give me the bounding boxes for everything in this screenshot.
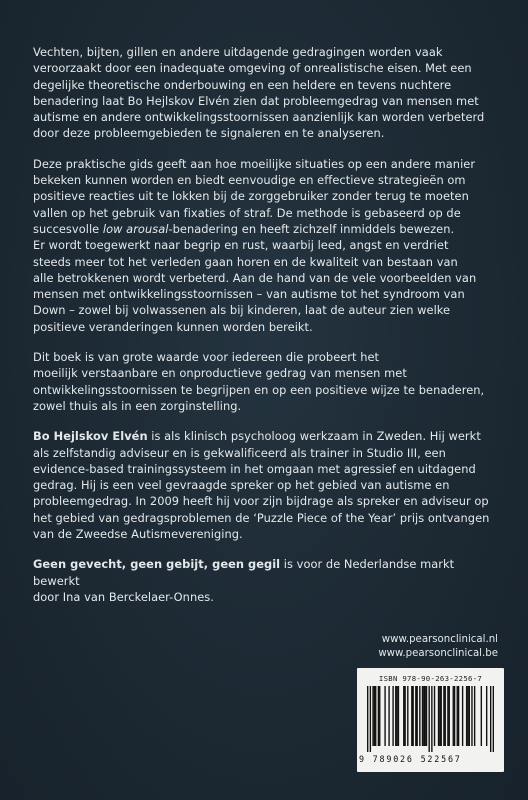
text-segment: benadering laat Bo Hejlskov Elvén zien dat probleemgedrag van mensen met [33, 93, 479, 108]
paragraph-3 [33, 349, 503, 414]
text-segment: Er wordt toegewerkt naar begrip en rust, waarbij leed, angst en verdriet [33, 238, 449, 253]
text-segment: positieve veranderingen kunnen worden bereikt. [33, 319, 313, 334]
text-segment: door Ina van Berckelaer-Onnes. [33, 589, 214, 604]
text-segment: gedrag. Hij is een veel gevraagde spreker op het gebied van autisme en [33, 478, 450, 493]
barcode-icon [367, 686, 494, 752]
text-segment: vallen op het gebruik van fixaties of straf. De methode is gebaseerd op de [33, 205, 461, 220]
text-segment: Vechten, bijten, gillen en andere uitdagende gedragingen worden vaak [33, 45, 443, 59]
barcode-digits: 9 789026 522567 [359, 754, 462, 764]
text-segment: degelijke theoretische onderbouwing en een heldere en tevens nuchtere [33, 77, 452, 92]
text-segment: alle betrokkenen wordt verbeterd. Aan de hand van de vele voorbeelden van [33, 270, 477, 285]
paragraph-5 [33, 556, 503, 605]
isbn-label: ISBN 978-90-263-2256-7 [378, 674, 483, 683]
text-segment: Bo Hejlskov Elvén [33, 429, 148, 444]
text-segment: zowel thuis als in een zorginstelling. [33, 398, 242, 413]
text-segment: Deze praktische gids geeft aan hoe moeilijke situaties op een andere manier [33, 156, 476, 171]
text-segment: succesvolle [33, 221, 103, 236]
publisher-urls [378, 633, 498, 661]
text-segment: bekeken kunnen worden en biedt eenvoudige en effectieve strategieën om [33, 173, 466, 188]
url-be[interactable]: www.pearsonclinical.be [378, 648, 498, 659]
paragraph-1 [33, 44, 503, 142]
text-segment: mensen met ontwikkelingsstoornissen – van autisme tot het syndroom van [33, 287, 465, 302]
paragraph-2 [33, 156, 503, 335]
text-segment: is voor de Nederlandse markt bewerkt [33, 557, 455, 588]
text-segment: ontwikkelingsstoornissen te begrijpen en op een positieve wijze te benaderen, [33, 382, 485, 397]
barcode-area [357, 668, 504, 772]
text-segment: door deze probleemgebieden te signaleren en te analyseren. [33, 126, 385, 141]
text-segment: Down – zowel bij volwassenen als bij kinderen, laat de auteur zien welke [33, 303, 451, 318]
text-segment: als zelfstandig adviseur en is gekwalificeerd als trainer in Studio III, een [33, 445, 446, 460]
text-segment: probleemgedrag. In 2009 heeft hij voor zijn bijdrage als spreker en adviseur op [33, 494, 489, 509]
text-segment: is als klinisch psycholoog werkzaam in Zweden. Hij werkt [147, 429, 481, 444]
text-segment: -benadering en heeft zichzelf inmiddels bewezen. [168, 221, 455, 236]
text-segment: van de Zweedse Autismevereniging. [33, 527, 243, 542]
back-cover-text [33, 44, 503, 619]
text-segment: positieve reacties uit te lokken bij de zorggebruiker zonder terug te moeten [33, 189, 469, 204]
text-segment: Dit boek is van grote waarde voor iedereen die probeert het [33, 350, 380, 365]
url-nl[interactable]: www.pearsonclinical.nl [381, 634, 498, 645]
text-segment: steeds meer tot het verleden gaan horen en de kwaliteit van bestaan van [33, 254, 458, 269]
text-segment: moeilijk verstaanbare en onproductieve gedrag van mensen met [33, 366, 407, 381]
text-segment: veroorzaakt door een inadequate omgeving of onrealistische eisen. Met een [33, 61, 472, 76]
text-segment: het gebied van gedragsproblemen de ‘Puzzle Piece of the Year’ prijs ontvangen [33, 510, 490, 525]
text-segment: autisme en andere ontwikkelingsstoornissen aanzienlijk kan worden verbeterd [33, 110, 485, 125]
text-segment: low arousal [102, 221, 169, 236]
text-segment: Geen gevecht, geen gebijt, geen gegil [33, 557, 281, 572]
text-segment: evidence-based trainingssysteem in het omgaan met agressief en uitdagend [33, 461, 476, 476]
paragraph-4 [33, 428, 503, 542]
